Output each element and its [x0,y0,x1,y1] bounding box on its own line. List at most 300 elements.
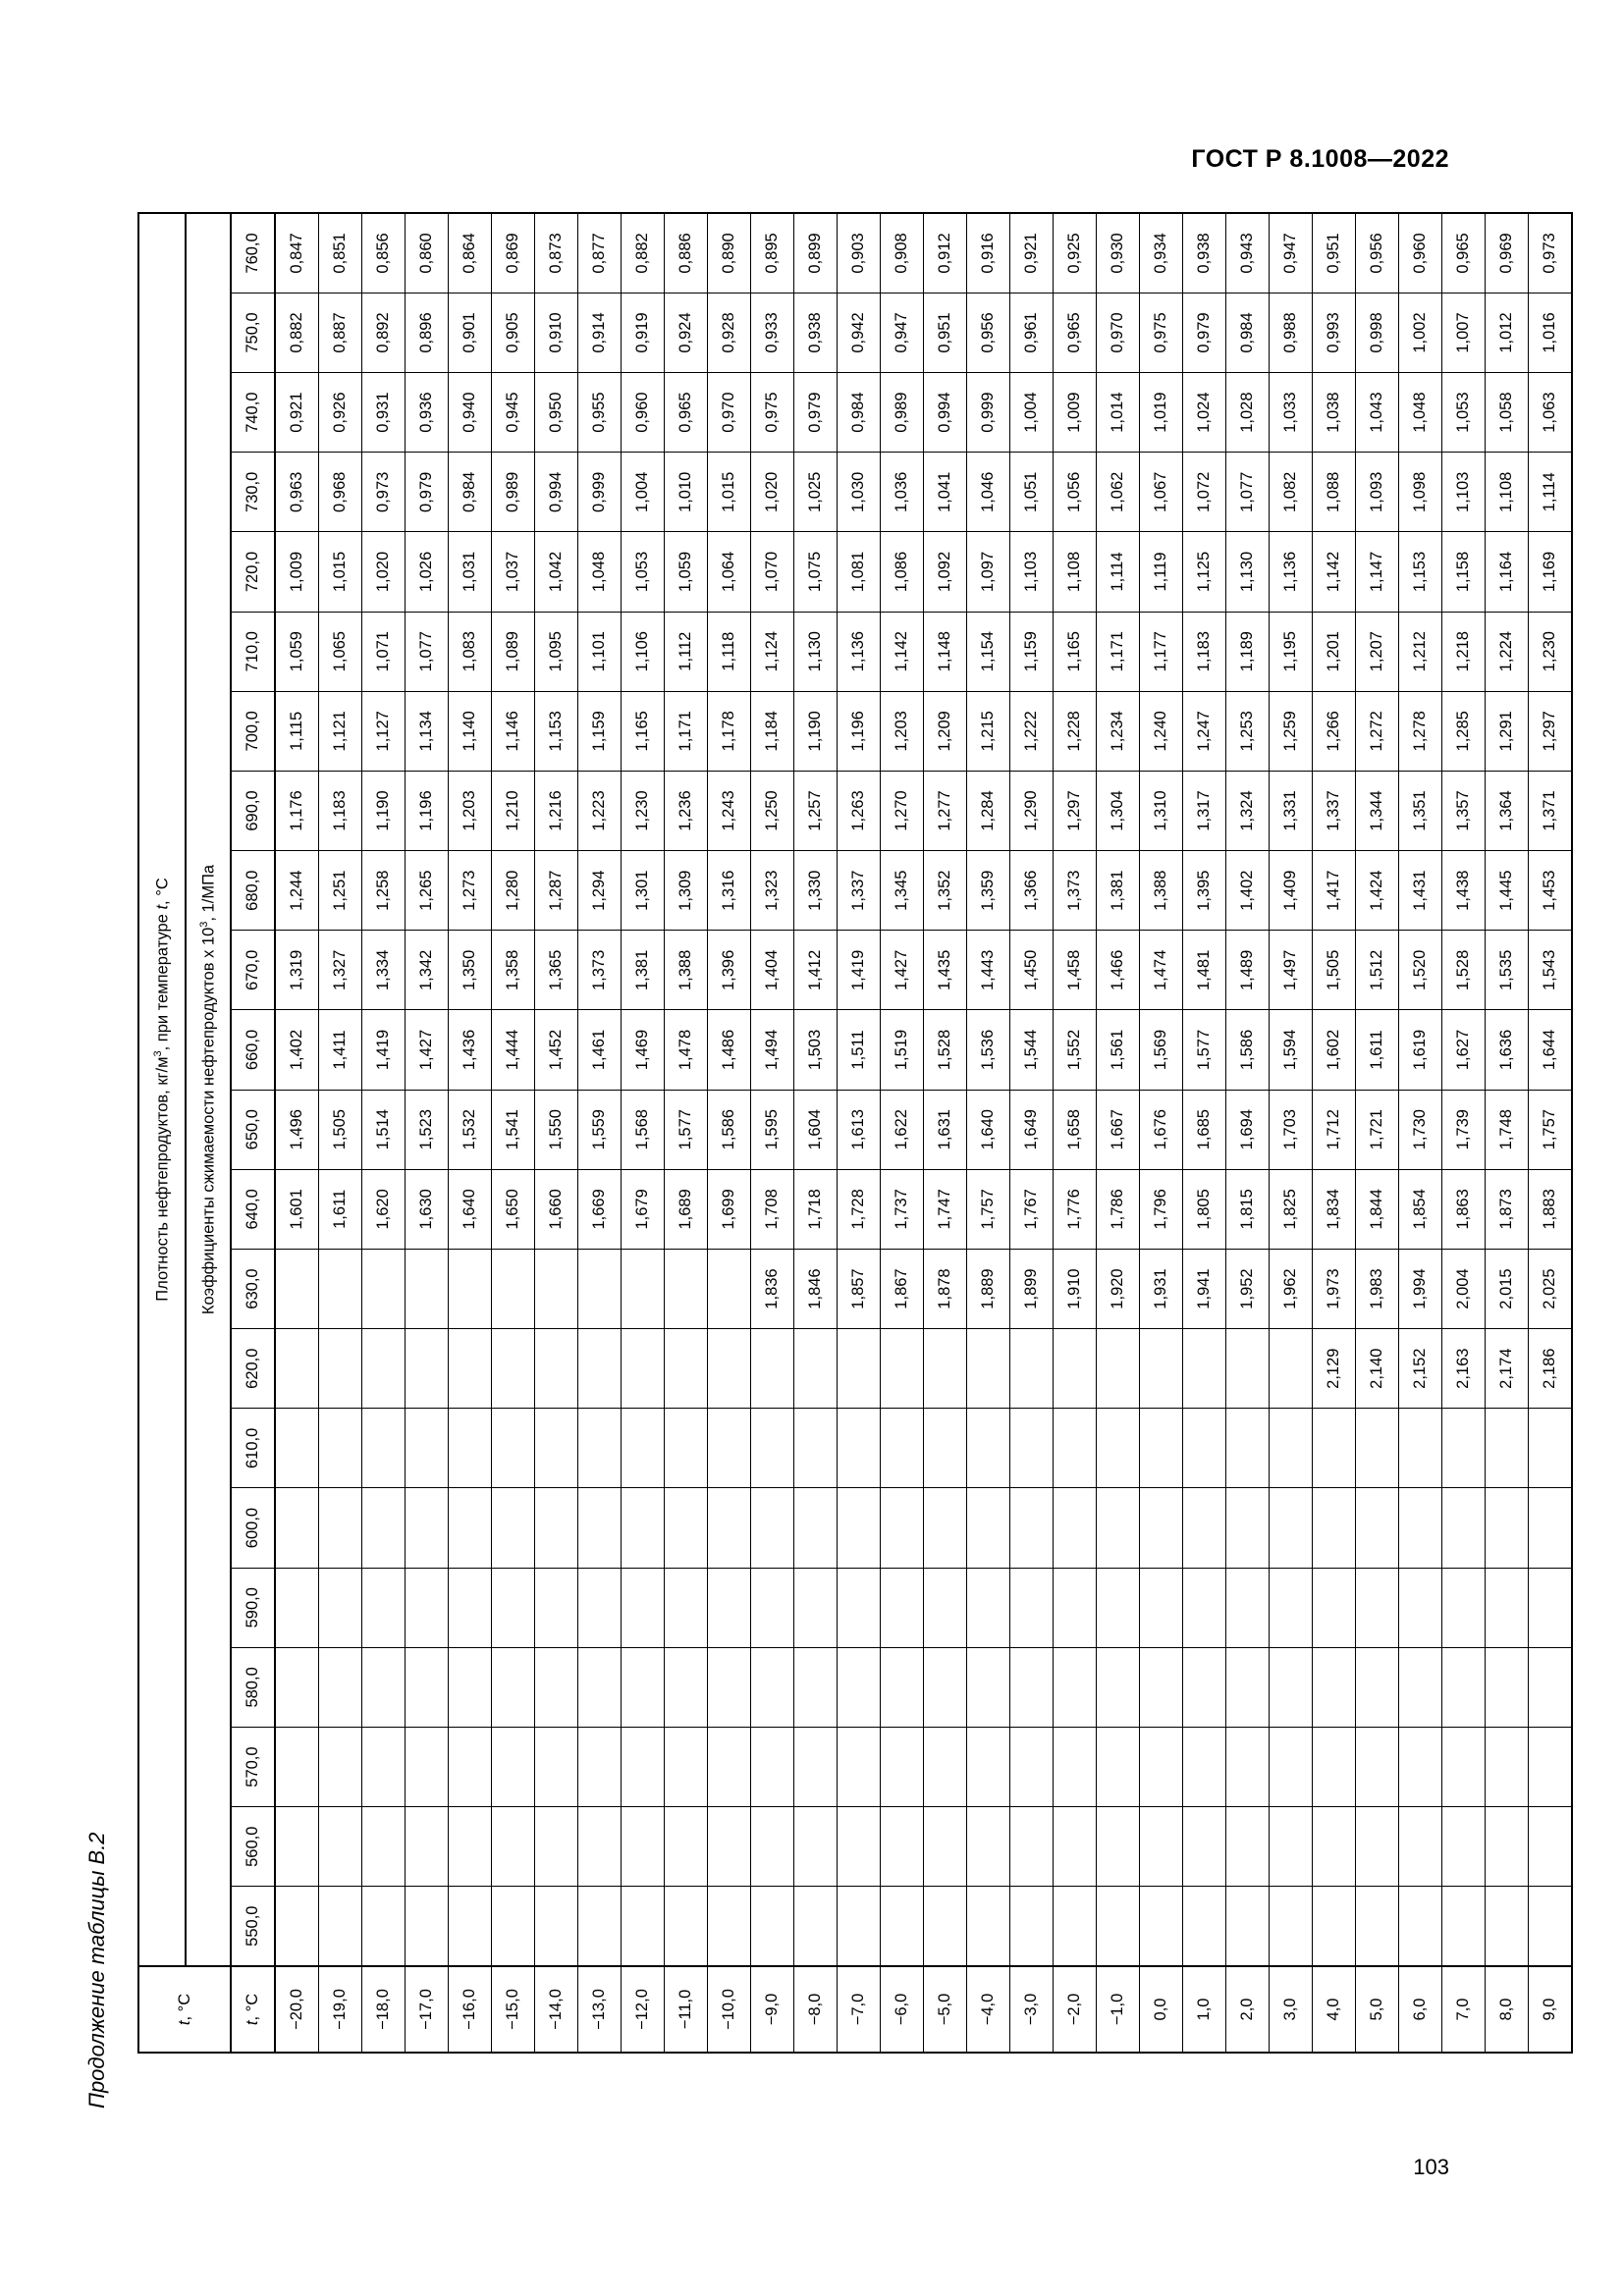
data-cell: 2,140 [1356,1329,1399,1409]
data-cell: 1,077 [406,612,449,691]
data-cell: 1,721 [1356,1090,1399,1169]
data-cell: 1,114 [1097,532,1140,612]
data-cell [838,1727,881,1806]
table-row [1270,213,1313,2053]
data-cell [881,1727,924,1806]
data-cell: 1,059 [275,612,319,691]
data-cell: 1,604 [794,1090,838,1169]
data-cell: 1,577 [1183,1010,1226,1090]
data-cell: 1,489 [1226,931,1270,1010]
data-cell: 1,291 [1486,691,1529,771]
data-cell: 0,882 [622,213,665,293]
data-cell [665,1647,708,1727]
data-cell: 0,968 [319,453,362,532]
header-density-var: t [153,904,172,910]
data-cell: 1,689 [665,1169,708,1249]
data-cell [665,1568,708,1647]
data-cell [622,1568,665,1647]
data-cell: 1,095 [535,612,578,691]
data-cell: 1,114 [1529,453,1573,532]
data-cell: 1,056 [1054,453,1097,532]
data-cell: 1,297 [1529,691,1573,771]
data-cell [838,1807,881,1887]
column-header-density-640-0: 640,0 [231,1169,275,1249]
data-cell: 1,059 [665,532,708,612]
data-cell [1270,1647,1313,1727]
header-density-title [138,213,186,1966]
column-header-density-670-0: 670,0 [231,931,275,1010]
data-cell: 1,730 [1399,1090,1442,1169]
data-cell: 1,825 [1270,1169,1313,1249]
data-cell [1183,1807,1226,1887]
row-header-temperature: −11,0 [665,1966,708,2053]
data-cell: 1,815 [1226,1169,1270,1249]
data-cell [1140,1647,1183,1727]
data-cell: 0,860 [406,213,449,293]
data-cell [1270,1807,1313,1887]
data-cell [924,1727,967,1806]
data-cell: 1,009 [1054,373,1097,453]
data-cell [1226,1409,1270,1488]
data-cell: 1,631 [924,1090,967,1169]
data-cell: 1,973 [1313,1249,1356,1328]
data-cell: 1,519 [881,1010,924,1090]
data-cell [708,1647,751,1727]
table-row [535,213,578,2053]
data-cell: 0,970 [708,373,751,453]
data-cell: 1,028 [1226,373,1270,453]
column-header-density-650-0: 650,0 [231,1090,275,1169]
data-cell: 1,216 [535,771,578,850]
data-cell [449,1329,492,1409]
data-cell: 1,043 [1356,373,1399,453]
data-cell: 1,337 [1313,771,1356,850]
data-cell [1226,1807,1270,1887]
data-cell: 1,273 [449,851,492,931]
data-cell: 1,712 [1313,1090,1356,1169]
data-cell: 1,048 [1399,373,1442,453]
data-cell [967,1647,1010,1727]
data-cell [1270,1727,1313,1806]
data-cell: 1,136 [838,612,881,691]
data-cell: 1,033 [1270,373,1313,453]
data-cell [492,1329,535,1409]
data-cell [1140,1727,1183,1806]
data-cell: 1,568 [622,1090,665,1169]
data-cell: 1,396 [708,931,751,1010]
row-header-temperature: −7,0 [838,1966,881,2053]
data-cell: 0,892 [362,293,406,372]
data-cell [1054,1488,1097,1568]
data-cell [751,1647,794,1727]
data-cell: 1,640 [967,1090,1010,1169]
data-cell: 1,528 [1442,931,1486,1010]
data-cell: 1,619 [1399,1010,1442,1090]
data-cell [449,1727,492,1806]
data-cell [578,1727,622,1806]
data-cell: 0,979 [1183,293,1226,372]
column-header-temperature [231,1966,275,2053]
data-cell: 1,169 [1529,532,1573,612]
data-cell [319,1488,362,1568]
data-cell: 0,873 [535,213,578,293]
data-cell: 1,015 [708,453,751,532]
data-cell: 0,947 [1270,213,1313,293]
data-cell [1399,1568,1442,1647]
data-cell: 1,148 [924,612,967,691]
data-cell: 1,147 [1356,532,1399,612]
data-cell: 1,053 [622,532,665,612]
data-cell: 1,424 [1356,851,1399,931]
table-row [1313,213,1356,2053]
data-cell [838,1887,881,1966]
data-cell: 1,037 [492,532,535,612]
data-cell [1486,1488,1529,1568]
data-cell [1529,1647,1573,1727]
data-cell: 1,093 [1356,453,1399,532]
row-header-temperature: −1,0 [1097,1966,1140,2053]
data-cell [275,1249,319,1328]
data-cell: 1,505 [319,1090,362,1169]
data-cell: 0,984 [449,453,492,532]
data-cell: 1,026 [406,532,449,612]
data-cell: 1,436 [449,1010,492,1090]
data-cell: 1,203 [449,771,492,850]
data-cell [1183,1568,1226,1647]
col-var-t: t [244,2020,262,2026]
row-header-temperature: 2,0 [1226,1966,1270,2053]
data-cell: 1,053 [1442,373,1486,453]
data-cell: 0,908 [881,213,924,293]
data-cell: 1,243 [708,771,751,850]
data-cell: 1,042 [535,532,578,612]
data-cell: 1,388 [665,931,708,1010]
data-cell: 1,438 [1442,851,1486,931]
data-cell: 1,253 [1226,691,1270,771]
data-cell: 1,244 [275,851,319,931]
data-cell: 1,342 [406,931,449,1010]
data-cell: 1,528 [924,1010,967,1090]
row-header-temperature: −2,0 [1054,1966,1097,2053]
data-cell: 1,088 [1313,453,1356,532]
data-cell: 0,945 [492,373,535,453]
data-cell [1529,1727,1573,1806]
data-cell [1486,1887,1529,1966]
data-cell: 1,450 [1010,931,1054,1010]
row-header-temperature: −19,0 [319,1966,362,2053]
data-cell: 1,230 [1529,612,1573,691]
data-cell [708,1329,751,1409]
data-cell: 1,679 [622,1169,665,1249]
data-cell: 0,869 [492,213,535,293]
corner-header-temperature [138,1966,231,2053]
data-cell: 0,882 [275,293,319,372]
data-cell [535,1887,578,1966]
data-cell [319,1329,362,1409]
data-cell: 0,886 [665,213,708,293]
column-header-density-600-0: 600,0 [231,1488,275,1568]
data-cell: 0,951 [1313,213,1356,293]
data-cell [1399,1409,1442,1488]
data-cell [708,1727,751,1806]
data-cell: 1,469 [622,1010,665,1090]
data-cell: 1,301 [622,851,665,931]
data-cell: 1,627 [1442,1010,1486,1090]
data-cell [622,1329,665,1409]
data-cell: 1,595 [751,1090,794,1169]
data-cell [751,1409,794,1488]
data-cell: 1,419 [362,1010,406,1090]
data-cell: 0,979 [794,373,838,453]
data-cell [319,1568,362,1647]
data-cell: 1,550 [535,1090,578,1169]
column-header-density-570-0: 570,0 [231,1727,275,1806]
data-cell [275,1647,319,1727]
data-cell: 1,058 [1486,373,1529,453]
data-cell: 1,081 [838,532,881,612]
row-header-temperature: 3,0 [1270,1966,1313,2053]
data-cell: 1,983 [1356,1249,1399,1328]
data-cell: 1,272 [1356,691,1399,771]
data-cell: 0,956 [1356,213,1399,293]
data-cell [838,1409,881,1488]
data-cell [622,1887,665,1966]
data-cell [708,1488,751,1568]
data-cell: 1,317 [1183,771,1226,850]
data-cell: 0,989 [492,453,535,532]
data-cell [1010,1329,1054,1409]
data-cell [1183,1409,1226,1488]
data-cell [1529,1409,1573,1488]
corner-var-t: t [175,2020,193,2026]
data-cell: 1,543 [1529,931,1573,1010]
data-cell [319,1409,362,1488]
data-cell: 1,101 [578,612,622,691]
data-cell: 0,924 [665,293,708,372]
data-cell: 1,453 [1529,851,1573,931]
data-cell [1010,1488,1054,1568]
data-cell: 1,854 [1399,1169,1442,1249]
data-cell [1010,1727,1054,1806]
table-row [924,213,967,2053]
data-cell: 1,644 [1529,1010,1573,1090]
data-cell [1226,1329,1270,1409]
data-cell: 0,999 [967,373,1010,453]
data-cell [1356,1568,1399,1647]
data-cell: 1,512 [1356,931,1399,1010]
data-cell: 1,041 [924,453,967,532]
data-cell [406,1647,449,1727]
data-cell [794,1409,838,1488]
data-cell [1270,1488,1313,1568]
data-cell: 1,203 [881,691,924,771]
data-cell [1356,1488,1399,1568]
data-cell: 1,694 [1226,1090,1270,1169]
data-cell [665,1409,708,1488]
data-cell [535,1807,578,1887]
data-cell: 1,552 [1054,1010,1097,1090]
data-cell: 1,072 [1183,453,1226,532]
column-header-density-760-0: 760,0 [231,213,275,293]
data-cell: 1,757 [1529,1090,1573,1169]
data-cell: 1,358 [492,931,535,1010]
data-cell: 0,905 [492,293,535,372]
data-cell [319,1887,362,1966]
data-cell [924,1409,967,1488]
data-cell [708,1887,751,1966]
data-cell: 1,381 [622,931,665,1010]
data-cell: 1,177 [1140,612,1183,691]
data-cell [535,1568,578,1647]
data-cell: 1,796 [1140,1169,1183,1249]
data-cell: 1,805 [1183,1169,1226,1249]
data-cell: 1,878 [924,1249,967,1328]
data-cell: 0,994 [535,453,578,532]
data-cell: 1,309 [665,851,708,931]
table-row [881,213,924,2053]
data-cell: 1,159 [578,691,622,771]
data-cell: 1,164 [1486,532,1529,612]
data-cell: 1,075 [794,532,838,612]
data-cell: 1,357 [1442,771,1486,850]
data-cell [406,1409,449,1488]
data-cell [1226,1887,1270,1966]
data-cell: 1,496 [275,1090,319,1169]
data-cell: 1,121 [319,691,362,771]
data-cell [967,1409,1010,1488]
data-cell: 1,025 [794,453,838,532]
data-cell: 1,435 [924,931,967,1010]
data-cell: 0,950 [535,373,578,453]
table-row [708,213,751,2053]
data-cell: 0,975 [751,373,794,453]
data-cell: 1,210 [492,771,535,850]
table-row [1226,213,1270,2053]
data-cell [794,1568,838,1647]
data-cell [1399,1488,1442,1568]
data-cell [1399,1887,1442,1966]
column-header-density-580-0: 580,0 [231,1647,275,1727]
data-cell: 0,933 [751,293,794,372]
data-cell: 1,620 [362,1169,406,1249]
data-cell [708,1568,751,1647]
data-cell: 2,129 [1313,1329,1356,1409]
data-cell: 1,257 [794,771,838,850]
row-header-temperature: −13,0 [578,1966,622,2053]
data-cell [1183,1647,1226,1727]
data-cell [535,1409,578,1488]
data-cell: 2,004 [1442,1249,1486,1328]
data-cell: 1,559 [578,1090,622,1169]
data-cell [1529,1807,1573,1887]
data-cell: 1,134 [406,691,449,771]
data-cell: 1,287 [535,851,578,931]
data-cell: 0,934 [1140,213,1183,293]
data-cell: 1,089 [492,612,535,691]
data-cell: 1,183 [319,771,362,850]
data-cell [449,1887,492,1966]
data-cell: 0,896 [406,293,449,372]
data-cell: 1,395 [1183,851,1226,931]
data-cell: 1,594 [1270,1010,1313,1090]
data-cell: 1,071 [362,612,406,691]
data-cell: 1,757 [967,1169,1010,1249]
data-cell: 1,159 [1010,612,1054,691]
data-cell [1356,1727,1399,1806]
data-cell: 1,748 [1486,1090,1529,1169]
row-header-temperature: −20,0 [275,1966,319,2053]
data-cell: 1,737 [881,1169,924,1249]
data-cell [967,1568,1010,1647]
data-cell: 1,196 [838,691,881,771]
data-cell [751,1568,794,1647]
data-cell [1356,1409,1399,1488]
data-cell: 1,112 [665,612,708,691]
data-cell [1313,1807,1356,1887]
table-row [275,213,319,2053]
data-cell: 1,259 [1270,691,1313,771]
data-cell: 1,586 [1226,1010,1270,1090]
table-row [1442,213,1486,2053]
data-cell [1183,1727,1226,1806]
data-cell: 1,016 [1529,293,1573,372]
data-cell [622,1409,665,1488]
data-cell: 1,051 [1010,453,1054,532]
data-cell: 1,196 [406,771,449,850]
data-cell: 0,993 [1313,293,1356,372]
data-cell: 0,856 [362,213,406,293]
data-cell: 1,962 [1270,1249,1313,1328]
data-cell: 1,899 [1010,1249,1054,1328]
data-cell: 1,535 [1486,931,1529,1010]
data-cell [319,1249,362,1328]
data-cell [1183,1887,1226,1966]
data-cell: 1,474 [1140,931,1183,1010]
data-cell [665,1807,708,1887]
data-cell: 1,118 [708,612,751,691]
data-cell [751,1329,794,1409]
data-cell [319,1807,362,1887]
data-cell [449,1488,492,1568]
data-cell: 1,190 [794,691,838,771]
data-cell [967,1329,1010,1409]
data-cell [535,1329,578,1409]
data-cell: 1,031 [449,532,492,612]
data-cell: 1,048 [578,532,622,612]
data-cell [1010,1807,1054,1887]
data-cell [838,1329,881,1409]
data-cell [1097,1329,1140,1409]
data-cell [275,1568,319,1647]
data-cell [1399,1647,1442,1727]
data-cell [881,1647,924,1727]
data-cell: 1,108 [1486,453,1529,532]
data-cell: 0,956 [967,293,1010,372]
data-cell [881,1409,924,1488]
data-cell [881,1807,924,1887]
data-cell [492,1807,535,1887]
data-cell: 1,511 [838,1010,881,1090]
data-cell: 1,258 [362,851,406,931]
data-cell [622,1647,665,1727]
data-cell: 1,038 [1313,373,1356,453]
header-density-unit: , °C [153,878,172,905]
data-cell [1486,1727,1529,1806]
data-cell: 1,195 [1270,612,1313,691]
data-cell [1054,1329,1097,1409]
data-cell: 1,920 [1097,1249,1140,1328]
data-cell: 1,142 [881,612,924,691]
